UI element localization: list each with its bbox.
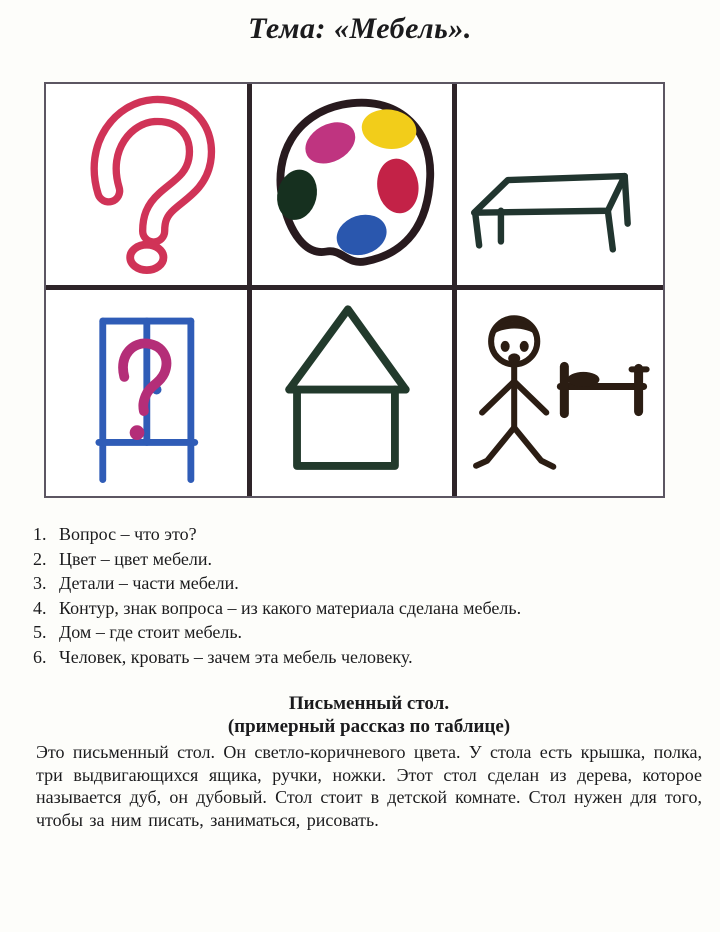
grid-cell-material [46,290,252,496]
story-section [36,692,702,831]
paint-palette-icon [252,84,453,285]
grid-cell-place [252,290,458,496]
legend-text: Цвет – цвет мебели. [59,548,213,569]
legend-item [33,524,698,546]
bed-pillow [568,372,600,387]
legend-item [33,598,698,620]
symbol-grid [44,82,665,498]
legend-text: Вопрос – что это? [59,524,197,544]
wardrobe-question-dot [130,425,145,440]
grid-cell-details [457,84,663,290]
grid-cell-color [252,84,458,290]
legend-number: 1. [33,524,47,544]
legend-text: Человек, кровать – зачем эта мебель человеку. [59,646,413,667]
legend-item [33,647,698,669]
story-heading: Письменный стол. [288,693,450,714]
legend-number: 3. [33,573,47,593]
house-icon [252,290,453,496]
person-eye [501,341,510,352]
person-eye [520,341,529,352]
story-body: Это письменный стол. Он светло-коричневого цвета. У стола есть крышка, полка, три выдвигающихся ящика, ручки, ножки. Этот стол сделан из дерева, которое называется дуб, он дубовый. Стол стоит в детской комнате. Стол нужен для того, чтобы за ним писать, заниматься, рисовать. [36,742,702,830]
legend-item [33,573,698,595]
question-mark-icon [46,84,247,285]
legend-text: Детали – части мебели. [59,573,239,593]
table-icon [457,84,663,285]
legend-number: 5. [33,622,47,642]
wardrobe-question-icon [46,290,247,496]
legend-text: Дом – где стоит мебель. [59,622,243,642]
legend-number: 4. [33,597,47,618]
legend-number: 2. [33,548,47,569]
legend-item [33,622,698,644]
story-subheading: (примерный рассказ по таблице) [227,716,511,737]
legend-text: Контур, знак вопроса – из какого материала сделана мебель. [59,597,522,618]
page-title: Тема: «Мебель». [248,12,472,45]
grid-cell-purpose [457,290,663,496]
symbol-legend [33,524,698,671]
grid-cell-question [46,84,252,290]
person-bed-icon [457,290,663,496]
legend-item [33,549,698,571]
question-mark-dot [130,245,163,270]
legend-number: 6. [33,646,47,667]
